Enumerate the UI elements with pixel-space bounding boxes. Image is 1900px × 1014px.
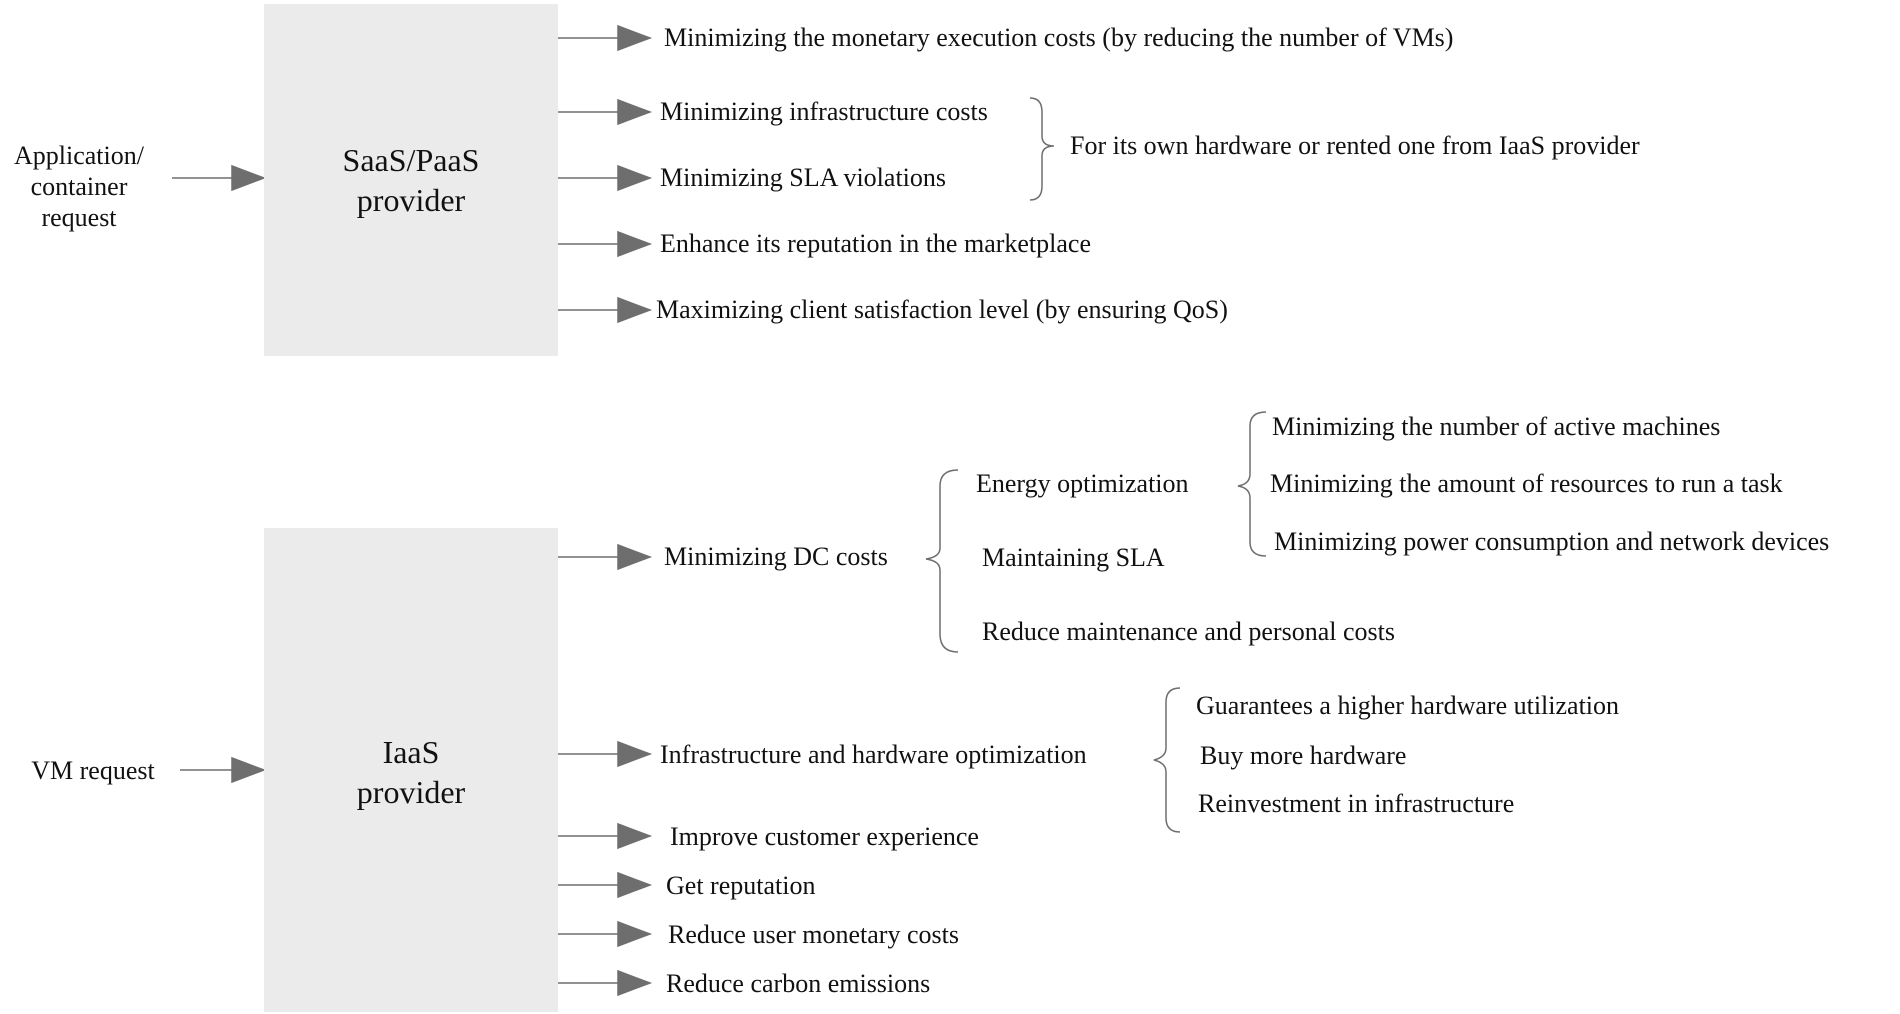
application-container-request-label: Application/ container request — [14, 141, 144, 232]
saas-goal-arrow — [558, 26, 650, 50]
saas-goal-client-satisfaction: Maximizing client satisfaction level (by ensuring QoS) — [656, 295, 1228, 324]
saas-input-arrow — [172, 166, 264, 190]
iaas-goal-customer-experience: Improve customer experience — [670, 822, 979, 851]
saas-goal-monetary-costs: Minimizing the monetary execution costs (by reducing the number of VMs) — [664, 23, 1454, 52]
iaas-goal-infrastructure-optimization: Infrastructure and hardware optimization — [660, 740, 1087, 769]
iaas-goal-arrow — [558, 971, 650, 995]
iaas-input-arrow — [180, 758, 264, 782]
iaas-goal-arrow — [558, 824, 650, 848]
infra-reinvestment: Reinvestment in infrastructure — [1198, 789, 1515, 818]
vm-request-label: VM request — [31, 756, 155, 785]
dc-costs-maintaining-sla: Maintaining SLA — [982, 543, 1165, 572]
saas-goal-infrastructure-costs: Minimizing infrastructure costs — [660, 97, 988, 126]
saas-goal-arrow — [558, 298, 650, 322]
saas-goal-sla-violations: Minimizing SLA violations — [660, 163, 947, 192]
saas-goal-reputation: Enhance its reputation in the marketplace — [660, 229, 1091, 258]
saas-paas-provider-label: SaaS/PaaS provider — [342, 142, 480, 218]
iaas-goal-arrow — [558, 922, 650, 946]
infra-buy-hardware: Buy more hardware — [1200, 741, 1407, 770]
energy-power-network: Minimizing power consumption and network devices — [1274, 527, 1830, 556]
iaas-goal-user-monetary-costs: Reduce user monetary costs — [668, 920, 959, 949]
dc-costs-brace — [926, 470, 958, 652]
energy-resources-per-task: Minimizing the amount of resources to run a task — [1270, 469, 1783, 498]
energy-brace — [1238, 412, 1266, 556]
iaas-goal-arrow — [558, 873, 650, 897]
dc-costs-maintenance: Reduce maintenance and personal costs — [982, 617, 1395, 646]
iaas-goal-dc-costs: Minimizing DC costs — [664, 542, 888, 571]
infra-brace — [1154, 688, 1180, 832]
saas-cost-brace — [1030, 98, 1054, 200]
infra-hardware-utilization: Guarantees a higher hardware utilization — [1196, 691, 1620, 720]
energy-active-machines: Minimizing the number of active machines — [1272, 412, 1721, 441]
saas-goal-arrow — [558, 232, 650, 256]
saas-goal-arrow — [558, 166, 650, 190]
iaas-goal-arrow — [558, 545, 650, 569]
saas-goal-arrow — [558, 100, 650, 124]
iaas-goal-get-reputation: Get reputation — [666, 871, 816, 900]
iaas-goal-carbon-emissions: Reduce carbon emissions — [666, 969, 931, 998]
iaas-goal-arrow — [558, 742, 650, 766]
dc-costs-energy-optimization: Energy optimization — [976, 469, 1189, 498]
saas-bracket-note: For its own hardware or rented one from IaaS provider — [1070, 131, 1640, 160]
iaas-provider-label: IaaS provider — [356, 734, 466, 810]
